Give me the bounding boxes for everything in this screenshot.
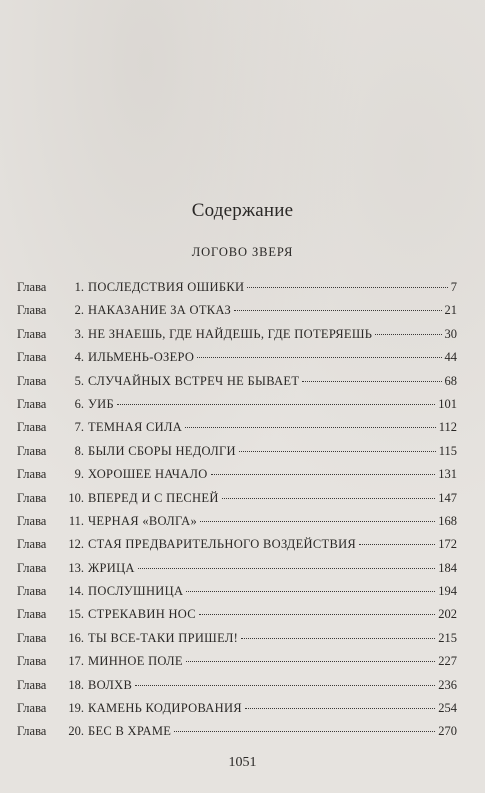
chapter-page-number: 68 [444, 373, 457, 388]
toc-entry [17, 416, 457, 439]
dot-leader [186, 591, 435, 592]
chapter-title: ЖРИЦА [88, 560, 135, 575]
chapter-number: 7. [74, 420, 84, 435]
chapter-word: Глава [17, 490, 47, 505]
chapter-title: ТЫ ВСЕ-ТАКИ ПРИШЕЛ! [88, 630, 239, 645]
chapter-number: 4. [74, 350, 84, 365]
dot-leader [245, 708, 435, 709]
chapter-page-number: 215 [438, 630, 457, 645]
chapter-number: 5. [74, 373, 84, 388]
dot-leader [197, 357, 441, 358]
chapter-page-number: 270 [438, 724, 457, 739]
toc-entry [17, 533, 457, 556]
chapter-title: БЫЛИ СБОРЫ НЕДОЛГИ [88, 443, 236, 458]
chapter-word: Глава [17, 607, 47, 622]
dot-leader [234, 310, 441, 311]
chapter-title: КАМЕНЬ КОДИРОВАНИЯ [88, 701, 242, 716]
chapter-page-number: 168 [438, 513, 457, 528]
chapter-number: 14. [68, 584, 84, 599]
dot-leader [117, 404, 435, 405]
chapter-word: Глава [17, 326, 47, 341]
toc-entry [17, 674, 457, 697]
chapter-word: Глава [17, 350, 47, 365]
toc-entry [17, 650, 457, 673]
chapter-page-number: 147 [438, 490, 457, 505]
chapter-number: 12. [68, 537, 84, 552]
chapter-title: ПОСЛЕДСТВИЯ ОШИБКИ [88, 280, 245, 294]
chapter-number: 20. [68, 724, 84, 739]
chapter-title: ВОЛХВ [88, 677, 133, 692]
chapter-number: 17. [68, 654, 84, 669]
chapter-word: Глава [17, 467, 47, 482]
chapter-number: 8. [74, 443, 84, 458]
chapter-title: СЛУЧАЙНЫХ ВСТРЕЧ НЕ БЫВАЕТ [88, 373, 300, 388]
dot-leader [185, 427, 436, 428]
toc-entry [17, 627, 457, 650]
chapter-number: 16. [68, 630, 84, 645]
toc-entry [17, 299, 457, 322]
chapter-number: 9. [74, 467, 84, 482]
chapter-page-number: 30 [444, 326, 457, 341]
dot-leader [239, 451, 436, 452]
chapter-title: ХОРОШЕЕ НАЧАЛО [88, 467, 208, 482]
toc-entry [17, 557, 457, 580]
table-of-contents [17, 276, 457, 744]
page-number: 1051 [228, 755, 257, 770]
toc-entry [17, 393, 457, 416]
chapter-word: Глава [17, 303, 47, 318]
chapter-page-number: 21 [444, 303, 457, 318]
chapter-number: 2. [74, 303, 84, 318]
chapter-title: БЕС В ХРАМЕ [88, 724, 172, 739]
dot-leader [359, 544, 435, 545]
dot-leader [199, 614, 435, 615]
toc-entry [17, 370, 457, 393]
chapter-number: 1. [74, 280, 84, 294]
toc-entry [17, 720, 457, 743]
dot-leader [222, 498, 436, 499]
chapter-title: НАКАЗАНИЕ ЗА ОТКАЗ [88, 303, 232, 318]
chapter-word: Глава [17, 443, 47, 458]
chapter-title: ИЛЬМЕНЬ-ОЗЕРО [88, 350, 195, 365]
chapter-page-number: 115 [438, 443, 457, 458]
chapter-word: Глава [17, 373, 47, 388]
chapter-word: Глава [17, 396, 47, 411]
chapter-number: 15. [68, 607, 84, 622]
chapter-number: 13. [68, 560, 84, 575]
chapter-word: Глава [17, 654, 47, 669]
chapter-page-number: 184 [438, 560, 457, 575]
chapter-word: Глава [17, 560, 47, 575]
chapter-word: Глава [17, 724, 47, 739]
toc-entry [17, 510, 457, 533]
chapter-number: 19. [68, 701, 84, 716]
dot-leader [138, 568, 436, 569]
chapter-title: ЧЕРНАЯ «ВОЛГА» [88, 513, 198, 528]
chapter-number: 10. [68, 490, 84, 505]
chapter-title: УИБ [88, 396, 114, 411]
toc-entry [17, 697, 457, 720]
toc-entry [17, 487, 457, 510]
dot-leader [211, 474, 436, 475]
chapter-word: Глава [17, 584, 47, 599]
chapter-word: Глава [17, 513, 47, 528]
toc-entry [17, 323, 457, 346]
chapter-title: СТРЕКАВИН НОС [88, 607, 196, 622]
chapter-page-number: 112 [438, 420, 457, 435]
part-title: ЛОГОВО ЗВЕРЯ [191, 245, 294, 259]
chapter-title: ПОСЛУШНИЦА [88, 584, 184, 599]
chapter-word: Глава [17, 420, 47, 435]
chapter-word: Глава [17, 630, 47, 645]
dot-leader [135, 685, 435, 686]
toc-entry [17, 580, 457, 603]
chapter-page-number: 202 [438, 607, 457, 622]
chapter-word: Глава [17, 677, 47, 692]
dot-leader [241, 638, 435, 639]
chapter-number: 11. [68, 513, 84, 528]
chapter-word: Глава [17, 701, 47, 716]
chapter-number: 18. [68, 677, 84, 692]
toc-entry [17, 603, 457, 626]
dot-leader [375, 334, 441, 335]
dot-leader [186, 661, 435, 662]
chapter-word: Глава [17, 537, 47, 552]
chapter-title: МИННОЕ ПОЛЕ [88, 654, 183, 669]
chapter-word: Глава [17, 280, 47, 294]
chapter-page-number: 194 [438, 584, 457, 599]
chapter-title: ТЕМНАЯ СИЛА [88, 420, 183, 435]
chapter-title: СТАЯ ПРЕДВАРИТЕЛЬНОГО ВОЗДЕЙСТВИЯ [88, 537, 357, 552]
chapter-page-number: 254 [438, 701, 457, 716]
chapter-page-number: 131 [438, 467, 457, 482]
chapter-page-number: 101 [438, 396, 457, 411]
chapter-page-number: 172 [438, 537, 457, 552]
chapter-page-number: 44 [444, 350, 457, 365]
contents-heading: Содержание [191, 200, 294, 221]
dot-leader [302, 381, 441, 382]
toc-entry [17, 276, 457, 299]
chapter-page-number: 236 [438, 677, 457, 692]
dot-leader [174, 731, 435, 732]
chapter-page-number: 7 [450, 280, 457, 294]
dot-leader [200, 521, 435, 522]
chapter-number: 3. [74, 326, 84, 341]
dot-leader [247, 287, 447, 288]
toc-entry [17, 346, 457, 369]
chapter-title: НЕ ЗНАЕШЬ, ГДЕ НАЙДЕШЬ, ГДЕ ПОТЕРЯЕШЬ [88, 326, 373, 341]
chapter-title: ВПЕРЕД И С ПЕСНЕЙ [88, 490, 219, 505]
toc-entry [17, 463, 457, 486]
chapter-number: 6. [74, 396, 84, 411]
toc-entry [17, 440, 457, 463]
chapter-page-number: 227 [438, 654, 457, 669]
